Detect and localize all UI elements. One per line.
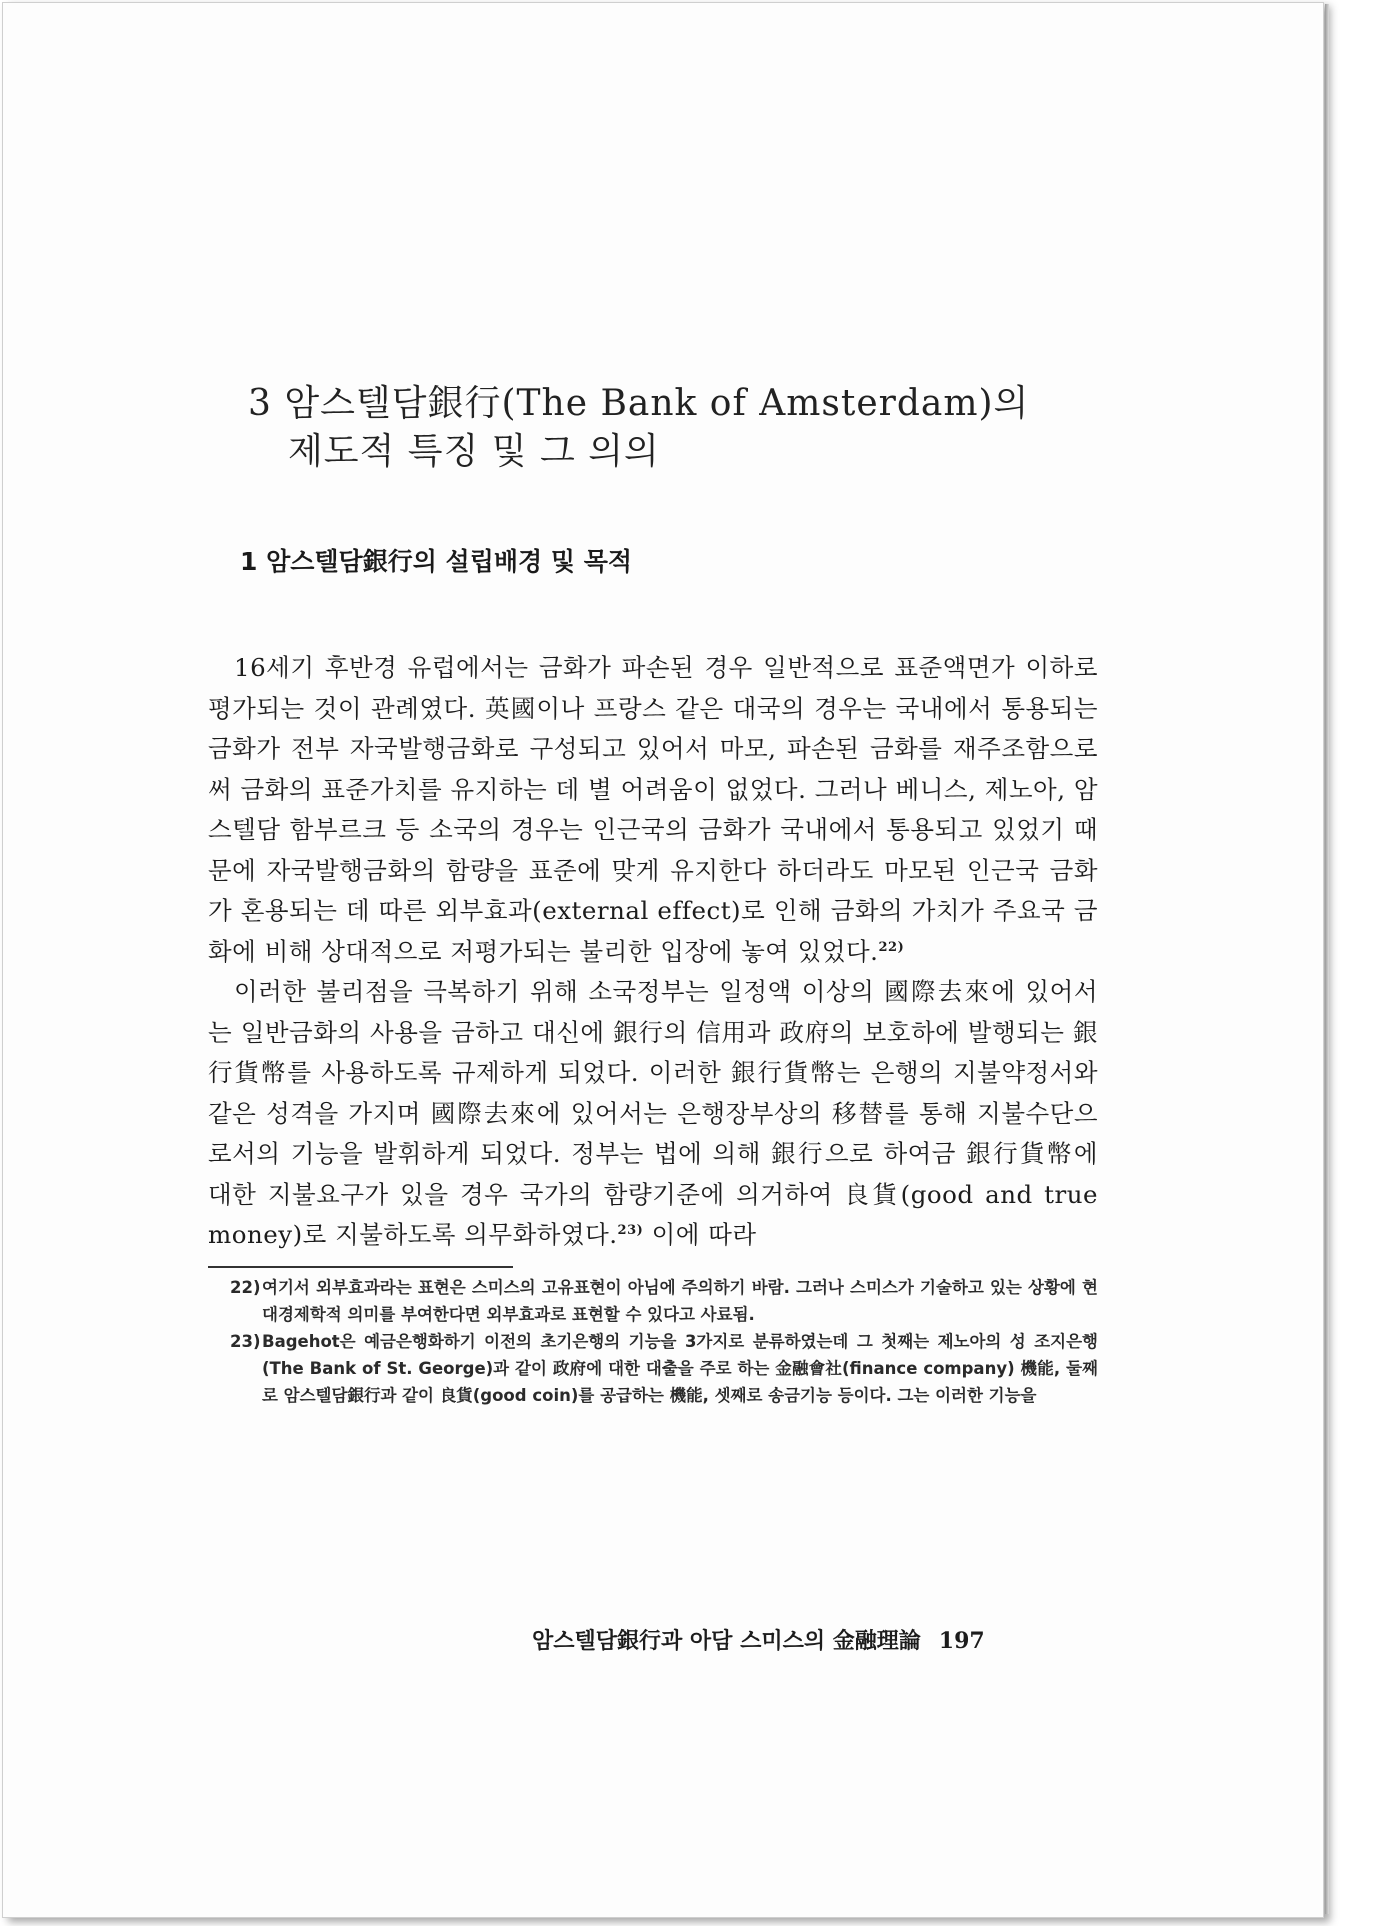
page-content — [208, 380, 1098, 1409]
chapter-title-line1: 3 암스텔담銀行(The Bank of Amsterdam)의 — [248, 383, 1030, 424]
body-text — [208, 648, 1098, 1256]
footnote-text: 여기서 외부효과라는 표현은 스미스의 고유표현이 아님에 주의하기 바람. 그러나 스미스가 기술하고 있는 상황에 현대경제학적 의미를 부여한다면 외부효과로 표현할 수 있다고 사료됨. — [262, 1277, 1098, 1324]
page-number: 197 — [938, 1628, 985, 1654]
footnotes — [208, 1274, 1098, 1409]
footnote-ref-23: 23) — [617, 1223, 644, 1238]
footnote-number: 23) — [230, 1331, 261, 1351]
section-heading: 1 암스텔담銀行의 설립배경 및 목적 — [240, 547, 633, 576]
footnote-number: 22) — [230, 1277, 261, 1297]
running-title: 암스텔담銀行과 아담 스미스의 金融理論 — [532, 1628, 921, 1654]
page-edge-shadow — [1325, 4, 1329, 1914]
footnote-divider — [208, 1266, 513, 1268]
footnote-23 — [208, 1328, 1098, 1409]
chapter-title — [248, 380, 1098, 476]
paragraph-1 — [208, 648, 1098, 972]
paragraph-2 — [208, 972, 1098, 1256]
paragraph-2-tail: 이에 따라 — [643, 1220, 757, 1249]
footnote-22 — [208, 1274, 1098, 1328]
paragraph-1-text: 16세기 후반경 유럽에서는 금화가 파손된 경우 일반적으로 표준액면가 이하로 평가되는 것이 관례였다. 英國이나 프랑스 같은 대국의 경우는 국내에서 통용되는 금화가 전부 자국발행금화로 구성되고 있어서 마모, 파손된 금화를 재주조함으로써 금화의 표준가치를 유지하는 데 별 어려움이 없었다. 그러나 베니스, 제노아, 암스텔담 함부르크 등 소국의 경우는 인근국의 금화가 국내에서 통용되고 있었기 때문에 자국발행금화의 함량을 표준에 맞게 유지한다 하더라도 마모된 인근국 금화가 혼용되는 데 따른 외부효과(external effect)로 인해 금화의 가치가 주요국 금화에 비해 상대적으로 저평가되는 불리한 입장에 놓여 있었다. — [208, 653, 1098, 966]
footnote-text: Bagehot은 예금은행화하기 이전의 초기은행의 기능을 3가지로 분류하였는데 그 첫째는 제노아의 성 조지은행(The Bank of St. George)과 같이 政府에 대한 대출을 주로 하는 金融會社(finance company) 機能, 둘째로 암스텔담銀行과 같이 良貨(good coin)를 공급하는 機能, 셋째로 송금기능 등이다. 그는 이러한 기능을 — [262, 1331, 1098, 1405]
running-footer — [532, 1624, 985, 1655]
paragraph-2-text: 이러한 불리점을 극복하기 위해 소국정부는 일정액 이상의 國際去來에 있어서는 일반금화의 사용을 금하고 대신에 銀行의 信用과 政府의 보호하에 발행되는 銀行貨幣를 사용하도록 규제하게 되었다. 이러한 銀行貨幣는 은행의 지불약정서와 같은 성격을 가지며 國際去來에 있어서는 은행장부상의 移替를 통해 지불수단으로서의 기능을 발휘하게 되었다. 정부는 법에 의해 銀行으로 하여금 銀行貨幣에 대한 지불요구가 있을 경우 국가의 함량기준에 의거하여 良貨(good and true money)로 지불하도록 의무화하였다. — [208, 977, 1098, 1249]
footnote-ref-22: 22) — [878, 939, 905, 955]
chapter-title-line2: 제도적 특징 및 그 의의 — [288, 431, 660, 472]
